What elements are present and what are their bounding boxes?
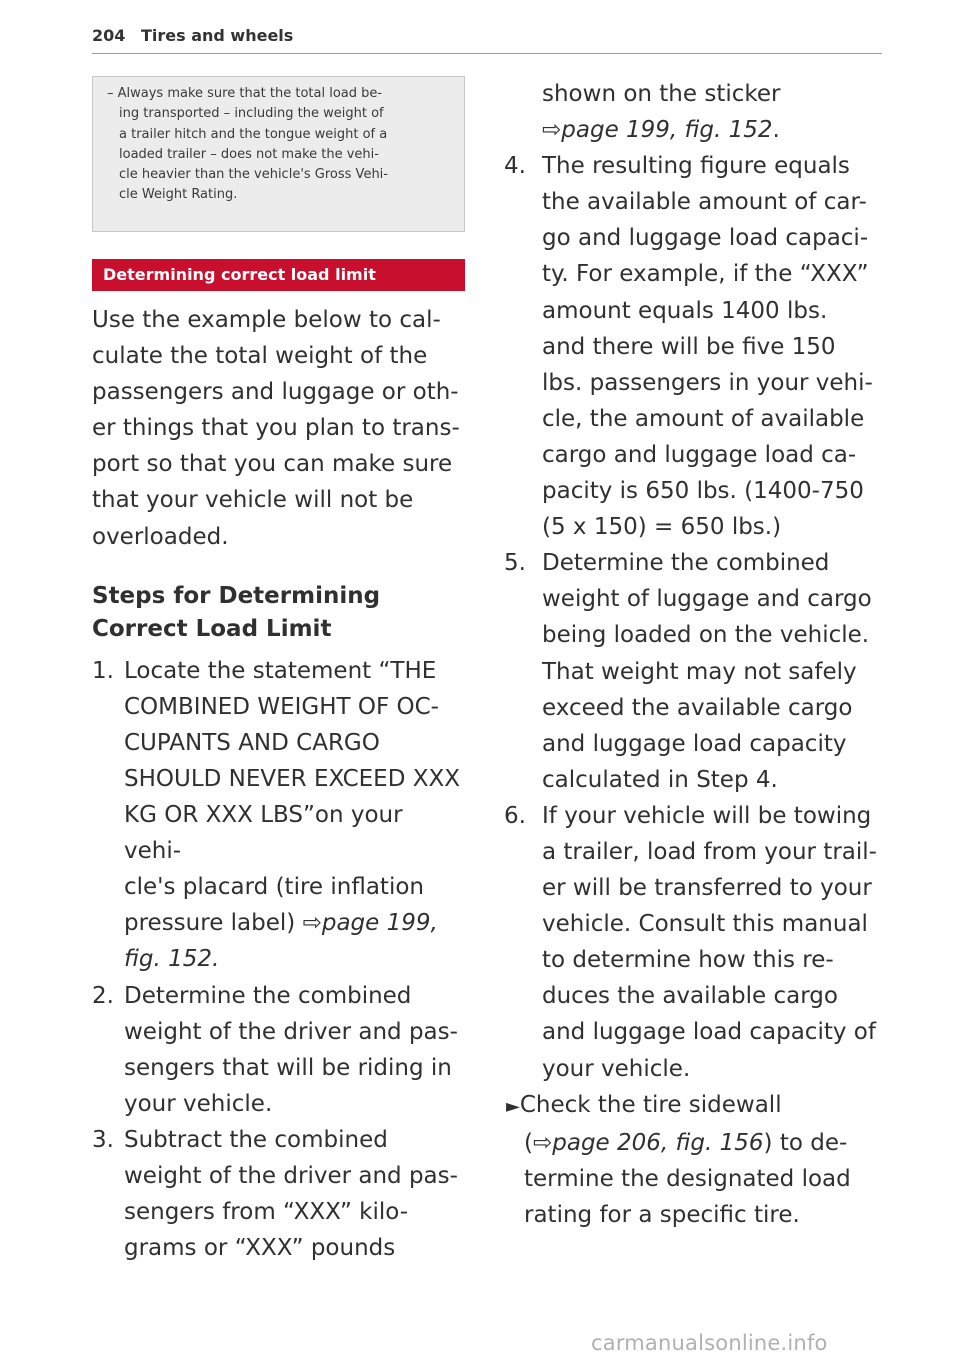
step-line: KG OR XXX LBS”on your vehi- xyxy=(124,802,403,865)
page-reference-text: page 206, fig. 156 xyxy=(552,1129,764,1156)
header-divider xyxy=(92,53,882,54)
note-line: ing transported – including the weight of xyxy=(119,106,384,122)
step-line: er will be transferred to your xyxy=(542,875,872,902)
step-line: COMBINED WEIGHT OF OC- xyxy=(124,693,439,720)
step-line: cargo and luggage load ca- xyxy=(542,441,857,468)
triangle-right-icon: ► xyxy=(506,1095,520,1117)
step-line: your vehicle. xyxy=(124,1090,273,1117)
heading-line: Steps for Determining xyxy=(92,582,381,609)
step-line: cle's placard (tire inflation xyxy=(124,874,424,901)
arrow-right-icon: ⇨ xyxy=(532,1129,553,1156)
step-line: If your vehicle will be towing xyxy=(542,802,872,829)
step-line: weight of the driver and pas- xyxy=(124,1162,458,1189)
page-reference-link[interactable] xyxy=(533,1130,764,1156)
check-line xyxy=(506,1125,884,1161)
check-line: rating for a specific tire. xyxy=(524,1201,800,1228)
left-column xyxy=(92,302,465,1266)
section-heading-bar: Determining correct load limit xyxy=(92,259,465,291)
step-line: lbs. passengers in your vehi- xyxy=(542,369,873,396)
arrow-right-icon: ⇨ xyxy=(542,117,562,144)
arrow-right-icon: ⇨ xyxy=(302,910,322,937)
step-line xyxy=(124,905,465,941)
step-6 xyxy=(504,798,884,1087)
step-number: 4. xyxy=(504,153,526,180)
paren-open: ( xyxy=(524,1129,533,1156)
step-line: weight of the driver and pas- xyxy=(124,1018,458,1045)
note-line: cle Weight Rating. xyxy=(119,187,238,203)
check-line: termine the designated load xyxy=(524,1165,851,1192)
intro-line: culate the total weight of the xyxy=(92,343,428,370)
step-line: calculated in Step 4. xyxy=(542,766,778,793)
step-line: amount equals 1400 lbs. xyxy=(542,297,828,324)
step-line: (5 x 150) = 650 lbs.) xyxy=(542,514,782,541)
watermark-text: carmanualsonline.info xyxy=(591,1331,828,1355)
step-line: Locate the statement “THE xyxy=(124,657,437,684)
step-line: CUPANTS AND CARGO xyxy=(124,729,380,756)
page-reference-text: page 199, fig. 152 xyxy=(561,117,773,144)
check-text: ) to de- xyxy=(763,1129,848,1156)
step-5 xyxy=(504,545,884,798)
check-text: Check the tire sidewall xyxy=(519,1091,782,1118)
step-2 xyxy=(92,978,465,1122)
step-line: and luggage load capacity xyxy=(542,730,847,757)
intro-line: port so that you can make sure xyxy=(92,451,453,478)
step-line: being loaded on the vehicle. xyxy=(542,622,870,649)
check-line xyxy=(506,1087,884,1125)
step-line: Determine the combined xyxy=(542,550,830,577)
note-line: a trailer hitch and the tongue weight of a xyxy=(119,126,388,142)
step-line: cle, the amount of available xyxy=(542,405,865,432)
step-line: Subtract the combined xyxy=(124,1126,388,1153)
step-4 xyxy=(504,148,884,545)
steps-heading xyxy=(92,580,465,646)
note-line: cle heavier than the vehicle's Gross Vehi- xyxy=(119,167,388,183)
step-1 xyxy=(92,653,465,978)
right-column xyxy=(504,76,884,1233)
step-3 xyxy=(92,1122,465,1266)
step-number: 5. xyxy=(504,550,526,577)
ref-prefix: pressure label) xyxy=(124,910,303,937)
step-line: exceed the available cargo xyxy=(542,694,853,721)
note-line: loaded trailer – does not make the vehi- xyxy=(119,146,379,162)
step-line: go and luggage load capaci- xyxy=(542,225,869,252)
step-line: a trailer, load from your trail- xyxy=(542,838,877,865)
step-line: your vehicle. xyxy=(542,1055,691,1082)
step-line: and there will be five 150 xyxy=(542,333,836,360)
ref-end: . xyxy=(772,117,780,144)
step-line: and luggage load capacity of xyxy=(542,1019,876,1046)
step-line: weight of luggage and cargo xyxy=(542,586,872,613)
step-line: to determine how this re- xyxy=(542,947,834,974)
step-line: ty. For example, if the “XXX” xyxy=(542,261,869,288)
page-reference-link[interactable] xyxy=(542,117,773,143)
intro-line: overloaded. xyxy=(92,523,229,550)
note-line: – Always make sure that the total load be- xyxy=(107,86,383,101)
intro-line: passengers and luggage or oth- xyxy=(92,379,459,406)
step-line: grams or “XXX” pounds xyxy=(124,1235,396,1262)
step-3-continued xyxy=(504,76,884,148)
step-line: vehicle. Consult this manual xyxy=(542,911,868,938)
section-title: Tires and wheels xyxy=(140,26,294,45)
step-line: pacity is 650 lbs. (1400-750 xyxy=(542,478,864,505)
step-line xyxy=(542,112,884,148)
intro-line: Use the example below to cal- xyxy=(92,307,441,333)
step-line: shown on the sticker xyxy=(542,81,781,107)
intro-line: that your vehicle will not be xyxy=(92,487,414,514)
step-number: 3. xyxy=(92,1126,114,1153)
page-reference-continued: fig. 152. xyxy=(124,946,220,973)
step-line: duces the available cargo xyxy=(542,983,838,1010)
intro-line: er things that you plan to trans- xyxy=(92,415,460,442)
check-sidewall-note xyxy=(504,1087,884,1233)
page-reference-text: page 199, xyxy=(321,910,438,937)
step-line: sengers from “XXX” kilo- xyxy=(124,1199,409,1226)
step-number: 2. xyxy=(92,982,114,1009)
page-number: 204 xyxy=(92,26,126,45)
step-line: sengers that will be riding in xyxy=(124,1054,452,1081)
step-line: Determine the combined xyxy=(124,982,412,1009)
step-line: The resulting figure equals xyxy=(542,153,850,180)
page-header xyxy=(92,26,882,45)
heading-line: Correct Load Limit xyxy=(92,615,332,642)
step-number: 6. xyxy=(504,802,526,829)
step-line: SHOULD NEVER EXCEED XXX xyxy=(124,765,460,792)
page-reference-link[interactable] xyxy=(303,910,438,936)
step-line: the available amount of car- xyxy=(542,189,867,216)
step-number: 1. xyxy=(92,657,114,684)
step-line: That weight may not safely xyxy=(542,658,857,685)
note-box xyxy=(92,76,465,232)
